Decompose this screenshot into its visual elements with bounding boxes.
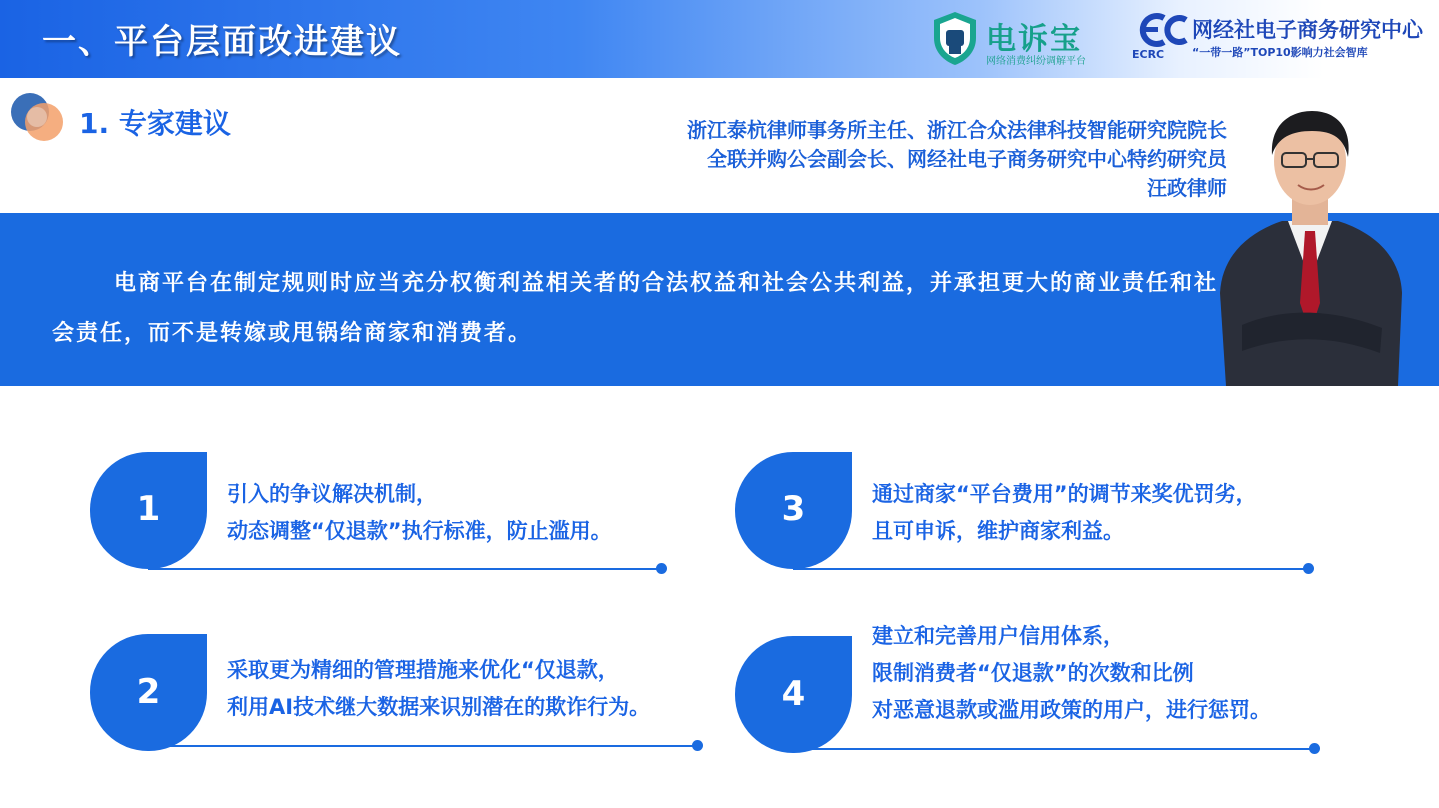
underline-dot [1303,563,1314,574]
section-title: 1. 专家建议 [79,107,231,140]
suggestion-item-2 [90,632,670,762]
number-label: 4 [781,674,806,714]
underline-dot [656,563,667,574]
suggestion-item-3 [735,452,1315,582]
ecrc-mark-icon [1134,12,1190,48]
shield-fist-icon [930,10,980,66]
suggestion-line: 通过商家“平台费用”的调节来奖优罚劣， [872,482,1257,506]
suggestion-line: 动态调整“仅退款”执行标准，防止滥用。 [227,519,612,543]
suggestion-text [872,618,1271,729]
underline-dot [692,740,703,751]
suggestion-line: 且可申诉，维护商家利益。 [872,519,1124,543]
dsb-logo-tagline: 网络消费纠纷调解平台 [986,56,1086,67]
suggestion-text [227,476,612,550]
expert-portrait [1212,103,1408,386]
section-bullet-icon [10,92,66,144]
suggestion-item-4 [735,618,1315,758]
underline [793,568,1307,570]
dsb-logo [930,10,1110,68]
ecrc-logo-slogan: “一带一路”TOP10影响力社会智库 [1192,46,1368,59]
suggestion-item-1 [90,452,670,582]
ecrc-logo-name: 网经社电子商务研究中心 [1192,18,1423,42]
dsb-logo-name: 电诉宝 [986,22,1082,57]
expert-line: 全联并购公会副会长、网经社电子商务研究中心特约研究员 [707,147,1227,171]
ecrc-logo [1132,10,1432,68]
suggestion-line: 建立和完善用户信用体系， [872,624,1124,648]
suggestion-line: 引入的争议解决机制， [227,482,437,506]
expert-credit [687,116,1227,203]
quote-text: 电商平台在制定规则时应当充分权衡利益相关者的合法权益和社会公共利益，并承担更大的商业责任和社会责任，而不是转嫁或甩锅给商家和消费者。 [52,271,1219,346]
suggestion-line: 限制消费者“仅退款”的次数和比例 [872,661,1194,685]
suggestion-line: 采取更为精细的管理措施来优化“仅退款， [227,658,619,682]
ecrc-mark-text: ECRC [1132,48,1165,61]
underline [148,745,694,747]
suggestion-line: 利用AI技术继大数据来识别潜在的欺诈行为。 [227,695,651,719]
number-label: 2 [136,672,161,712]
number-label: 1 [136,489,161,529]
page-title: 一、平台层面改进建议 [42,22,402,62]
suggestion-line: 对恶意退款或滥用政策的用户，进行惩罚。 [872,698,1271,722]
underline [793,748,1315,750]
number-label: 3 [781,489,806,529]
expert-name: 汪政律师 [1147,176,1227,200]
expert-line: 浙江泰杭律师事务所主任、浙江合众法律科技智能研究院院长 [687,118,1227,142]
suggestion-text [227,652,650,726]
suggestion-text [872,476,1257,550]
underline [148,568,658,570]
underline-dot [1309,743,1320,754]
